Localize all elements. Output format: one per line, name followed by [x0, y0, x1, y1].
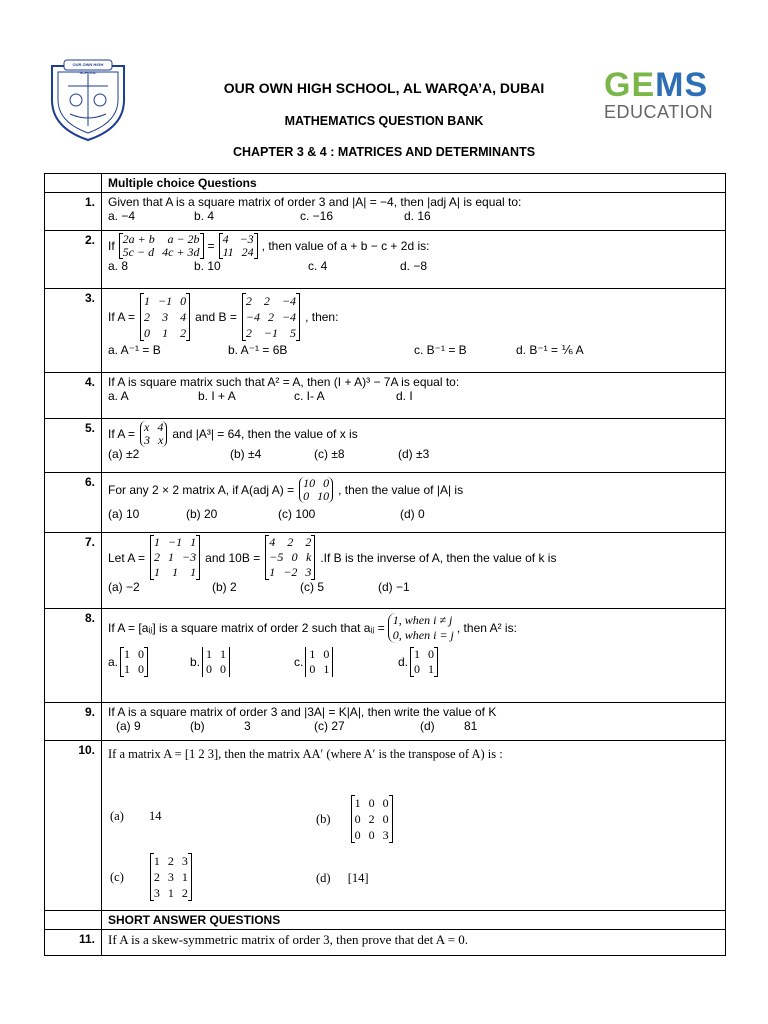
question-text: If A is a square matrix of order 3 and |3A| = K|A|, then write the value of K: [108, 705, 497, 719]
crest-banner-text: OUR OWN HIGH SCHOOL: [72, 62, 104, 75]
section-short-heading: SHORT ANSWER QUESTIONS: [102, 911, 726, 930]
matrix: 1 −1 1 2 1 −3 1 1 1: [150, 535, 200, 580]
options-row: (a) 10 (b) 20 (c) 100 (d) 0: [108, 507, 425, 521]
matrix: 10 0 0 10: [299, 477, 333, 503]
question-table: [44, 173, 726, 956]
section-mcq-heading: Multiple choice Questions: [102, 174, 726, 193]
matrix: 4 −3 11 24: [219, 233, 258, 259]
question-row: 2. If 2a + b a − 2b 5c − d 4c + 3d = 4 −3 11 24 , then value of a + b − c + 2d is: a. 8 b. 10 c. 4 d. −8: [45, 231, 726, 289]
matrix: x 4 3 x: [140, 421, 167, 447]
question-text: If A = 1 −1 0 2 3 4 0 1 2 and B = 2 2 −4 −4 2 −4 2 −1 5 , then:: [108, 294, 339, 340]
matrix: 1 0 0 1: [305, 647, 333, 677]
question-row: 6. For any 2 × 2 matrix A, if A(adj A) = 10 0 0 10 , then the value of |A| is (a) 10 (b) 20 (c) 100 (d) 0: [45, 473, 726, 533]
question-text: Given that A is a square matrix of order 3 and |A| = −4, then |adj A| is equal to:: [108, 195, 522, 209]
option-b: (b) 1 0 0 0 2 0 0 0 3: [316, 795, 395, 843]
options-row: a. A⁻¹ = B b. A⁻¹ = 6B c. B⁻¹ = B d. B⁻¹ = ⅙ A: [108, 343, 584, 357]
question-text: For any 2 × 2 matrix A, if A(adj A) = 10 0 0 10 , then the value of |A| is: [108, 476, 464, 503]
option-d: (d) [14]: [316, 871, 369, 885]
question-text: If A = [aᵢⱼ] is a square matrix of order 2 such that aᵢⱼ = 1, when i ≠ j 0, when i = j , then A² is:: [108, 613, 517, 642]
question-text: If A is a skew-symmetric matrix of order 3, then prove that det A = 0.: [102, 930, 726, 956]
question-row: 5. If A = x 4 3 x and |A³| = 64, then the value of x is (a) ±2 (b) ±4 (c) ±8 (d) ±3: [45, 419, 726, 473]
question-row: 8. If A = [aᵢⱼ] is a square matrix of order 2 such that aᵢⱼ = 1, when i ≠ j 0, when i = j , then A² is: a. 1 0 1 0 b. 1 1 0 0 c. 1 0 0 1 d. 1 0 0 1: [45, 609, 726, 703]
question-row: 3. If A = 1 −1 0 2 3 4 0 1 2 and B = 2 2 −4 −4 2 −4 2 −1 5 , then: a. A⁻¹ = B b. A⁻¹ = 6B c. B⁻¹ = B d. B⁻¹ = ⅙ A: [45, 289, 726, 373]
options-row: (a) ±2 (b) ±4 (c) ±8 (d) ±3: [108, 447, 430, 461]
gems-logo-text: GEMS: [604, 66, 709, 104]
question-row: 7. Let A = 1 −1 1 2 1 −3 1 1 1 and 10B = 4 2 2 −5 0 k 1 −2 3 .If B is the inverse of A, then the value of k is (a) −2 (b) 2 (c) 5 (d) −1: [45, 533, 726, 609]
options-row: a. −4 b. 4 c. −16 d. 16: [108, 209, 431, 223]
question-row: 1. Given that A is a square matrix of order 3 and |A| = −4, then |adj A| is equal to: a. −4 b. 4 c. −16 d. 16: [45, 193, 726, 231]
question-row: 9. If A is a square matrix of order 3 and |3A| = K|A|, then write the value of K (a) 9 (b) 3 (c) 27 (d) 81: [45, 703, 726, 741]
question-text: If a matrix A = [1 2 3], then the matrix AA′ (where A′ is the transpose of A) is :: [108, 747, 503, 761]
subject-title: MATHEMATICS QUESTION BANK: [284, 114, 484, 128]
matrix: 4 2 2 −5 0 k 1 −2 3: [265, 535, 315, 580]
option-c: (c) 1 2 3 2 3 1 3 1 2: [110, 853, 194, 901]
matrix: 1 0 1 0: [120, 647, 148, 677]
options-row: (a) 9 (b) 3 (c) 27 (d) 81: [116, 719, 478, 733]
school-crest-logo: [44, 56, 132, 142]
options-row: a. 1 0 1 0 b. 1 1 0 0 c. 1 0 0 1 d. 1 0 0 1: [108, 647, 719, 677]
school-title: OUR OWN HIGH SCHOOL, AL WARQA’A, DUBAI: [223, 80, 545, 96]
matrix: 2 2 −4 −4 2 −4 2 −1 5: [242, 293, 300, 341]
gems-education-text: EDUCATION: [604, 102, 714, 122]
matrix: 1 0 0 1: [410, 647, 438, 677]
matrix: 2a + b a − 2b 5c − d 4c + 3d: [119, 233, 204, 259]
chapter-title: CHAPTER 3 & 4 : MATRICES AND DETERMINANTS: [232, 145, 536, 159]
question-text: If 2a + b a − 2b 5c − d 4c + 3d = 4 −3 11 24 , then value of a + b − c + 2d is:: [108, 232, 430, 259]
question-row: 4. If A is square matrix such that A² = A, then (I + A)³ − 7A is equal to: a. A b. I + A c. I- A d. I: [45, 373, 726, 419]
matrix: 1 −1 0 2 3 4 0 1 2: [140, 293, 190, 341]
question-row: 11. If A is a skew-symmetric matrix of order 3, then prove that det A = 0.: [45, 930, 726, 956]
question-text: If A is square matrix such that A² = A, then (I + A)³ − 7A is equal to:: [108, 375, 460, 389]
question-text: If A = x 4 3 x and |A³| = 64, then the value of x is: [108, 420, 358, 447]
options-row: (a) −2 (b) 2 (c) 5 (d) −1: [108, 580, 410, 594]
options-row: a. 8 b. 10 c. 4 d. −8: [108, 259, 428, 273]
option-a: (a) 14: [110, 809, 162, 823]
question-row: 10. If a matrix A = [1 2 3], then the matrix AA′ (where A′ is the transpose of A) is : (a) 14 (b) 1 0 0 0 2 0 0 0 3 (c) 1 2 3 2 3 1 3 1 2 (d) [14]: [45, 741, 726, 911]
piecewise-definition: 1, when i ≠ j 0, when i = j: [388, 613, 454, 643]
matrix: 1 1 0 0: [202, 647, 230, 677]
matrix: 1 2 3 2 3 1 3 1 2: [150, 853, 192, 901]
options-row: a. A b. I + A c. I- A d. I: [108, 389, 413, 403]
matrix: 1 0 0 0 2 0 0 0 3: [351, 795, 393, 843]
question-text: Let A = 1 −1 1 2 1 −3 1 1 1 and 10B = 4 2 2 −5 0 k 1 −2 3 .If B is the inverse of A, then the value of k is: [108, 535, 557, 579]
